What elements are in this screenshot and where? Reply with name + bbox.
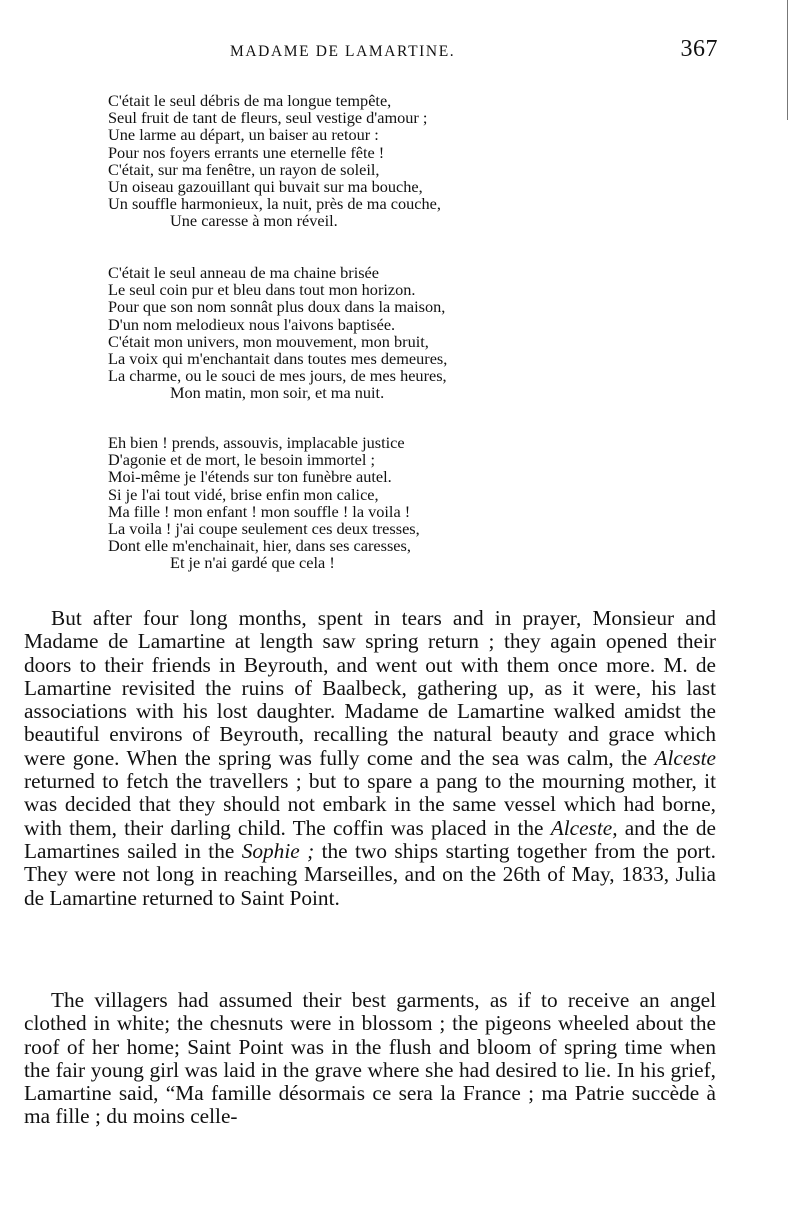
verse-line: La voix qui m'enchantait dans toutes mes demeures, (108, 349, 448, 369)
verse-line: La voila ! j'ai coupe seulement ces deux tresses, (108, 519, 420, 539)
ship-name: Sophie ; (241, 838, 315, 863)
verse-line: Pour nos foyers errants une eternelle fête ! (108, 142, 385, 162)
verse-line: C'était mon univers, mon mouvement, mon bruit, (108, 331, 429, 351)
body-paragraph-2 (24, 989, 716, 1129)
paragraph-text-part: returned to fetch the travellers ; but to spare a pang to the mourning mother, it was decided that they should not embark in the same vessel which had borne, with them, their darling child. The coffin was placed in the (24, 769, 716, 840)
verse-line: C'était le seul débris de ma longue tempête, (108, 91, 392, 110)
verse-line: Seul fruit de tant de fleurs, seul vestige d'amour ; (108, 108, 428, 128)
paragraph-text-part: the two ships starting together from the port. They were not long in reaching Marseilles, and on the 26th of May, 1833, Julia de Lamartine returned to Saint Point. (24, 838, 716, 910)
running-title: MADAME DE LAMARTINE. (230, 43, 456, 60)
poem-stanza-1 (108, 92, 578, 230)
verse-line: Dont elle m'enchainait, hier, dans ses caresses, (108, 536, 411, 556)
verse-refrain-line: Une caresse à mon réveil. (170, 211, 338, 231)
verse-line: La charme, ou le souci de mes jours, de mes heures, (108, 366, 447, 386)
ship-name: Alceste, (550, 815, 618, 840)
verse-line: Le seul coin pur et bleu dans tout mon horizon. (108, 280, 416, 300)
page-header (230, 36, 718, 63)
verse-line: Si je l'ai tout vidé, brise enfin mon calice, (108, 484, 379, 504)
verse-line: Moi-même je l'étends sur ton funèbre autel. (108, 467, 392, 487)
verse-refrain-line: Mon matin, mon soir, et ma nuit. (170, 383, 385, 403)
paragraph-text: The villagers had assumed their best garments, as if to receive an angel clothed in white; the chesnuts were in blossom ; the pigeons wheeled about the roof of her home; Saint Point was in the flush and bloom of spring time when the fair young girl was laid in the grave where she had desired to lie. In his grief, Lamartine said, “Ma famille désormais ce sera la France ; ma Patrie succède à ma fille ; du moins celle- (24, 988, 716, 1129)
poem-stanza-2 (108, 264, 578, 402)
poem-stanza-3 (108, 434, 578, 572)
verse-line: Une larme au départ, un baiser au retour : (108, 125, 379, 145)
verse-line: D'un nom melodieux nous l'aivons baptisée. (108, 314, 396, 334)
paragraph-text (24, 607, 716, 910)
page-number: 367 (680, 36, 718, 62)
verse-line: D'agonie et de mort, le besoin immortel ; (108, 450, 375, 470)
verse-line: Ma fille ! mon enfant ! mon souffle ! la voila ! (108, 501, 411, 521)
verse-refrain-line: Et je n'ai gardé que cela ! (170, 553, 335, 573)
verse-line: C'était, sur ma fenêtre, un rayon de soleil, (108, 159, 380, 179)
paragraph-text-part: But after four long months, spent in tears and in prayer, Monsieur and Madame de Lamartine at length saw spring return ; they again opened their doors to their friends in Beyrouth, and went out with them once more. M. de Lamartine revisited the ruins of Baalbeck, gathering up, as it were, his last associations with his lost daughter. Madame de Lamartine walked amidst the beautiful environs of Beyrouth, recalling the natural beauty and grace which were gone. When the spring was fully come and the sea was calm, the (24, 606, 716, 770)
verse-line: Un oiseau gazouillant qui buvait sur ma bouche, (108, 177, 423, 197)
paragraph-text-part: and the de Lamartines sailed in the (24, 815, 717, 863)
body-paragraph-1 (24, 607, 716, 910)
page-edge-line (787, 0, 788, 120)
verse-line: Pour que son nom sonnât plus doux dans la maison, (108, 297, 446, 317)
verse-line: Un souffle harmonieux, la nuit, près de ma couche, (108, 194, 441, 214)
ship-name: Alceste (654, 745, 716, 770)
verse-line: Eh bien ! prends, assouvis, implacable justice (108, 433, 405, 452)
verse-line: C'était le seul anneau de ma chaine brisée (108, 263, 380, 282)
